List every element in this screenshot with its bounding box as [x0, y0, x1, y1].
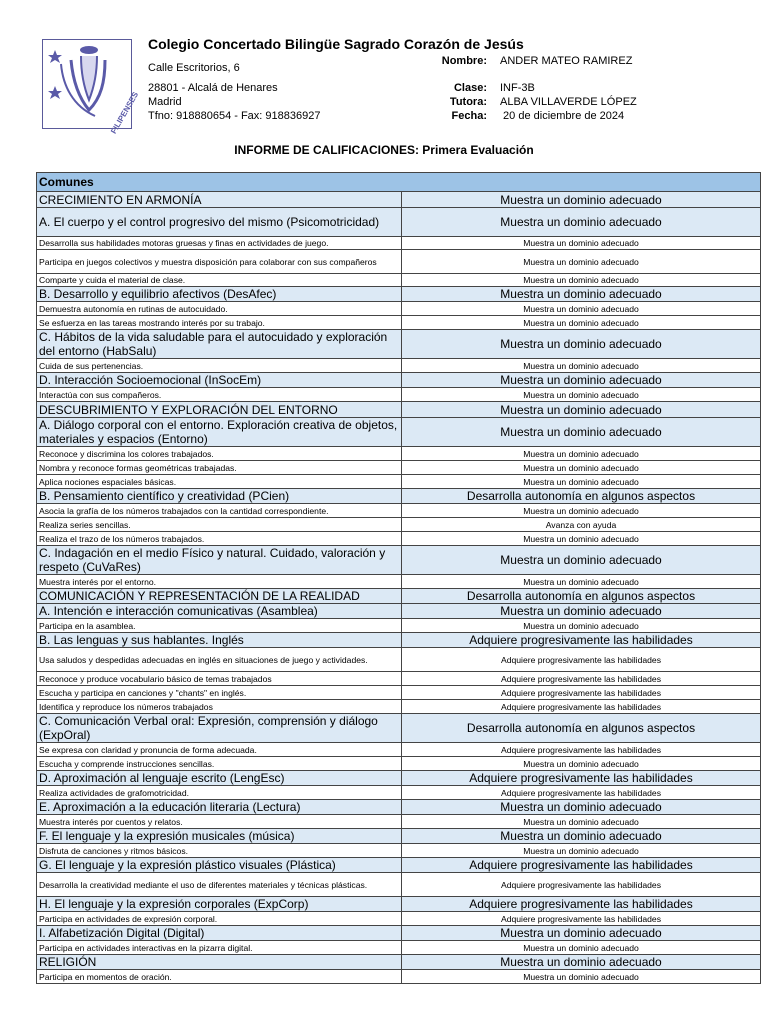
grade-value: Adquiere progresivamente las habilidades: [402, 672, 761, 686]
criterion-label: Asocia la grafía de los números trabajados con la cantidad correspondiente.: [37, 504, 402, 518]
criterion-label: Reconoce y discrimina los colores trabajados.: [37, 447, 402, 461]
grades-table: [36, 172, 761, 984]
criterion-label: Aplica nociones espaciales básicas.: [37, 475, 402, 489]
competency-row: [37, 829, 761, 844]
grade-value: Muestra un dominio adecuado: [402, 757, 761, 771]
grade-value: Adquiere progresivamente las habilidades: [402, 686, 761, 700]
criterion-row: [37, 941, 761, 955]
competency-row: [37, 633, 761, 648]
criterion-row: [37, 575, 761, 589]
competency-row: [37, 208, 761, 237]
criterion-label: Reconoce y produce vocabulario básico de temas trabajados: [37, 672, 402, 686]
clase-label: Clase:: [453, 82, 487, 94]
student-name: ANDER MATEO RAMIREZ: [500, 55, 633, 67]
criterion-row: [37, 447, 761, 461]
grade-value: Adquiere progresivamente las habilidades: [402, 786, 761, 800]
competency-label: DESCUBRIMIENTO Y EXPLORACIÓN DEL ENTORNO: [37, 402, 402, 418]
criterion-row: [37, 316, 761, 330]
grade-value: Desarrolla autonomía en algunos aspectos: [402, 489, 761, 504]
grade-value: Muestra un dominio adecuado: [402, 250, 761, 274]
criterion-row: [37, 302, 761, 316]
grade-value: Muestra un dominio adecuado: [402, 359, 761, 373]
section-header-row: [37, 173, 761, 192]
grade-value: Muestra un dominio adecuado: [402, 287, 761, 302]
grade-value: Muestra un dominio adecuado: [402, 800, 761, 815]
competency-row: [37, 926, 761, 941]
grade-value: Muestra un dominio adecuado: [402, 604, 761, 619]
competency-label: D. Aproximación al lenguaje escrito (LengEsc): [37, 771, 402, 786]
competency-label: A. Diálogo corporal con el entorno. Exploración creativa de objetos, materiales y espacios (Entorno): [37, 418, 402, 447]
criterion-row: [37, 743, 761, 757]
criterion-row: [37, 815, 761, 829]
grade-value: Muestra un dominio adecuado: [402, 461, 761, 475]
competency-row: [37, 604, 761, 619]
criterion-label: Participa en juegos colectivos y muestra disposición para colaborar con sus compañeros: [37, 250, 402, 274]
competency-row: [37, 771, 761, 786]
grade-value: Muestra un dominio adecuado: [402, 619, 761, 633]
criterion-label: Realiza actividades de grafomotricidad.: [37, 786, 402, 800]
grade-value: Muestra un dominio adecuado: [402, 237, 761, 250]
criterion-row: [37, 786, 761, 800]
criterion-row: [37, 700, 761, 714]
grade-value: Adquiere progresivamente las habilidades: [402, 633, 761, 648]
competency-row: [37, 589, 761, 604]
class-value: INF-3B: [500, 82, 535, 94]
criterion-label: Disfruta de canciones y ritmos básicos.: [37, 844, 402, 858]
criterion-row: [37, 873, 761, 897]
competency-label: G. El lenguaje y la expresión plástico visuales (Plástica): [37, 858, 402, 873]
criterion-label: Participa en actividades interactivas en la pizarra digital.: [37, 941, 402, 955]
competency-label: C. Hábitos de la vida saludable para el autocuidado y exploración del entorno (HabSalu): [37, 330, 402, 359]
nombre-label: Nombre:: [441, 55, 487, 67]
competency-row: [37, 800, 761, 815]
school-logo: [42, 39, 141, 136]
grade-value: Muestra un dominio adecuado: [402, 274, 761, 287]
competency-label: C. Comunicación Verbal oral: Expresión, comprensión y diálogo (ExpOral): [37, 714, 402, 743]
grade-value: Muestra un dominio adecuado: [402, 316, 761, 330]
criterion-row: [37, 250, 761, 274]
grade-value: Muestra un dominio adecuado: [402, 941, 761, 955]
criterion-label: Participa en actividades de expresión corporal.: [37, 912, 402, 926]
criterion-label: Nombra y reconoce formas geométricas trabajadas.: [37, 461, 402, 475]
criterion-row: [37, 388, 761, 402]
grade-value: Avanza con ayuda: [402, 518, 761, 532]
criterion-label: Demuestra autonomía en rutinas de autocuidado.: [37, 302, 402, 316]
criterion-row: [37, 274, 761, 287]
criterion-label: Participa en momentos de oración.: [37, 970, 402, 984]
competency-row: [37, 402, 761, 418]
criterion-label: Interactúa con sus compañeros.: [37, 388, 402, 402]
competency-label: COMUNICACIÓN Y REPRESENTACIÓN DE LA REALIDAD: [37, 589, 402, 604]
competency-row: [37, 192, 761, 208]
address-street: Calle Escritorios, 6: [148, 62, 240, 74]
competency-label: A. Intención e interacción comunicativas (Asamblea): [37, 604, 402, 619]
grade-value: Muestra un dominio adecuado: [402, 829, 761, 844]
grade-value: Adquiere progresivamente las habilidades: [402, 858, 761, 873]
grade-value: Adquiere progresivamente las habilidades: [402, 700, 761, 714]
competency-row: [37, 330, 761, 359]
criterion-label: Desarrolla sus habilidades motoras gruesas y finas en actividades de juego.: [37, 237, 402, 250]
school-name: Colegio Concertado Bilingüe Sagrado Corazón de Jesús: [148, 36, 524, 52]
competency-row: [37, 418, 761, 447]
criterion-row: [37, 970, 761, 984]
competency-row: [37, 897, 761, 912]
grade-value: Muestra un dominio adecuado: [402, 844, 761, 858]
grade-value: Muestra un dominio adecuado: [402, 418, 761, 447]
criterion-row: [37, 844, 761, 858]
criterion-row: [37, 359, 761, 373]
grade-value: Muestra un dominio adecuado: [402, 970, 761, 984]
filipenses-emblem-icon: [43, 40, 141, 136]
grade-value: Muestra un dominio adecuado: [402, 926, 761, 941]
grade-value: Muestra un dominio adecuado: [402, 815, 761, 829]
competency-label: C. Indagación en el medio Físico y natural. Cuidado, valoración y respeto (CuVaRes): [37, 546, 402, 575]
section-title: Comunes: [37, 173, 761, 192]
competency-label: D. Interacción Socioemocional (InSocEm): [37, 373, 402, 388]
criterion-label: Cuida de sus pertenencias.: [37, 359, 402, 373]
phone-fax: Tfno: 918880654 - Fax: 918836927: [148, 110, 321, 122]
criterion-row: [37, 648, 761, 672]
criterion-row: [37, 532, 761, 546]
grade-value: Muestra un dominio adecuado: [402, 504, 761, 518]
competency-row: [37, 714, 761, 743]
grade-value: Adquiere progresivamente las habilidades: [402, 771, 761, 786]
grade-value: Adquiere progresivamente las habilidades: [402, 648, 761, 672]
report-date: 20 de diciembre de 2024: [500, 110, 625, 122]
tutora-label: Tutora:: [449, 96, 487, 108]
criterion-row: [37, 757, 761, 771]
criterion-label: Desarrolla la creatividad mediante el uso de diferentes materiales y técnicas plásticas.: [37, 873, 402, 897]
competency-label: B. Pensamiento científico y creatividad (PCien): [37, 489, 402, 504]
competency-label: E. Aproximación a la educación literaria (Lectura): [37, 800, 402, 815]
competency-label: A. El cuerpo y el control progresivo del mismo (Psicomotricidad): [37, 208, 402, 237]
grade-value: Adquiere progresivamente las habilidades: [402, 873, 761, 897]
criterion-label: Participa en la asamblea.: [37, 619, 402, 633]
grade-value: Muestra un dominio adecuado: [402, 546, 761, 575]
competency-row: [37, 287, 761, 302]
grade-value: Muestra un dominio adecuado: [402, 302, 761, 316]
grade-value: Muestra un dominio adecuado: [402, 208, 761, 237]
competency-row: [37, 373, 761, 388]
criterion-row: [37, 686, 761, 700]
criterion-row: [37, 912, 761, 926]
grade-value: Muestra un dominio adecuado: [402, 402, 761, 418]
criterion-label: Realiza series sencillas.: [37, 518, 402, 532]
address-region: Madrid: [148, 96, 182, 108]
criterion-label: Se esfuerza en las tareas mostrando interés por su trabajo.: [37, 316, 402, 330]
competency-label: B. Desarrollo y equilibrio afectivos (DesAfec): [37, 287, 402, 302]
address-city-zip: 28801 - Alcalá de Henares: [148, 82, 278, 94]
grade-value: Muestra un dominio adecuado: [402, 373, 761, 388]
grade-value: Muestra un dominio adecuado: [402, 388, 761, 402]
fecha-label: Fecha:: [451, 110, 487, 122]
competency-row: [37, 489, 761, 504]
criterion-row: [37, 237, 761, 250]
grades-table-body: [37, 173, 761, 984]
grade-value: Muestra un dominio adecuado: [402, 192, 761, 208]
competency-label: B. Las lenguas y sus hablantes. Inglés: [37, 633, 402, 648]
grade-value: Muestra un dominio adecuado: [402, 532, 761, 546]
competency-label: H. El lenguaje y la expresión corporales (ExpCorp): [37, 897, 402, 912]
criterion-label: Se expresa con claridad y pronuncia de forma adecuada.: [37, 743, 402, 757]
criterion-label: Comparte y cuida el material de clase.: [37, 274, 402, 287]
grade-value: Adquiere progresivamente las habilidades: [402, 743, 761, 757]
criterion-label: Usa saludos y despedidas adecuadas en inglés en situaciones de juego y actividades.: [37, 648, 402, 672]
grade-value: Muestra un dominio adecuado: [402, 330, 761, 359]
grade-value: Muestra un dominio adecuado: [402, 955, 761, 970]
criterion-row: [37, 518, 761, 532]
criterion-label: Escucha y participa en canciones y "chants" en inglés.: [37, 686, 402, 700]
tutor-name: ALBA VILLAVERDE LÓPEZ: [500, 96, 637, 108]
logo-text: FILIPENSES: [109, 90, 141, 136]
grade-value: Desarrolla autonomía en algunos aspectos: [402, 589, 761, 604]
grade-value: Muestra un dominio adecuado: [402, 447, 761, 461]
criterion-label: Escucha y comprende instrucciones sencillas.: [37, 757, 402, 771]
grade-value: Desarrolla autonomía en algunos aspectos: [402, 714, 761, 743]
grade-value: Adquiere progresivamente las habilidades: [402, 912, 761, 926]
grade-value: Adquiere progresivamente las habilidades: [402, 897, 761, 912]
grade-value: Muestra un dominio adecuado: [402, 475, 761, 489]
criterion-row: [37, 504, 761, 518]
criterion-row: [37, 461, 761, 475]
competency-row: [37, 955, 761, 970]
competency-label: RELIGIÓN: [37, 955, 402, 970]
competency-row: [37, 546, 761, 575]
report-title: INFORME DE CALIFICACIONES: Primera Evaluación: [234, 143, 534, 157]
competency-row: [37, 858, 761, 873]
criterion-label: Identifica y reproduce los números trabajados: [37, 700, 402, 714]
competency-label: F. El lenguaje y la expresión musicales (música): [37, 829, 402, 844]
criterion-label: Realiza el trazo de los números trabajados.: [37, 532, 402, 546]
criterion-row: [37, 672, 761, 686]
competency-label: CRECIMIENTO EN ARMONÍA: [37, 192, 402, 208]
grade-value: Muestra un dominio adecuado: [402, 575, 761, 589]
criterion-row: [37, 475, 761, 489]
criterion-row: [37, 619, 761, 633]
criterion-label: Muestra interés por cuentos y relatos.: [37, 815, 402, 829]
competency-label: I. Alfabetización Digital (Digital): [37, 926, 402, 941]
criterion-label: Muestra interés por el entorno.: [37, 575, 402, 589]
